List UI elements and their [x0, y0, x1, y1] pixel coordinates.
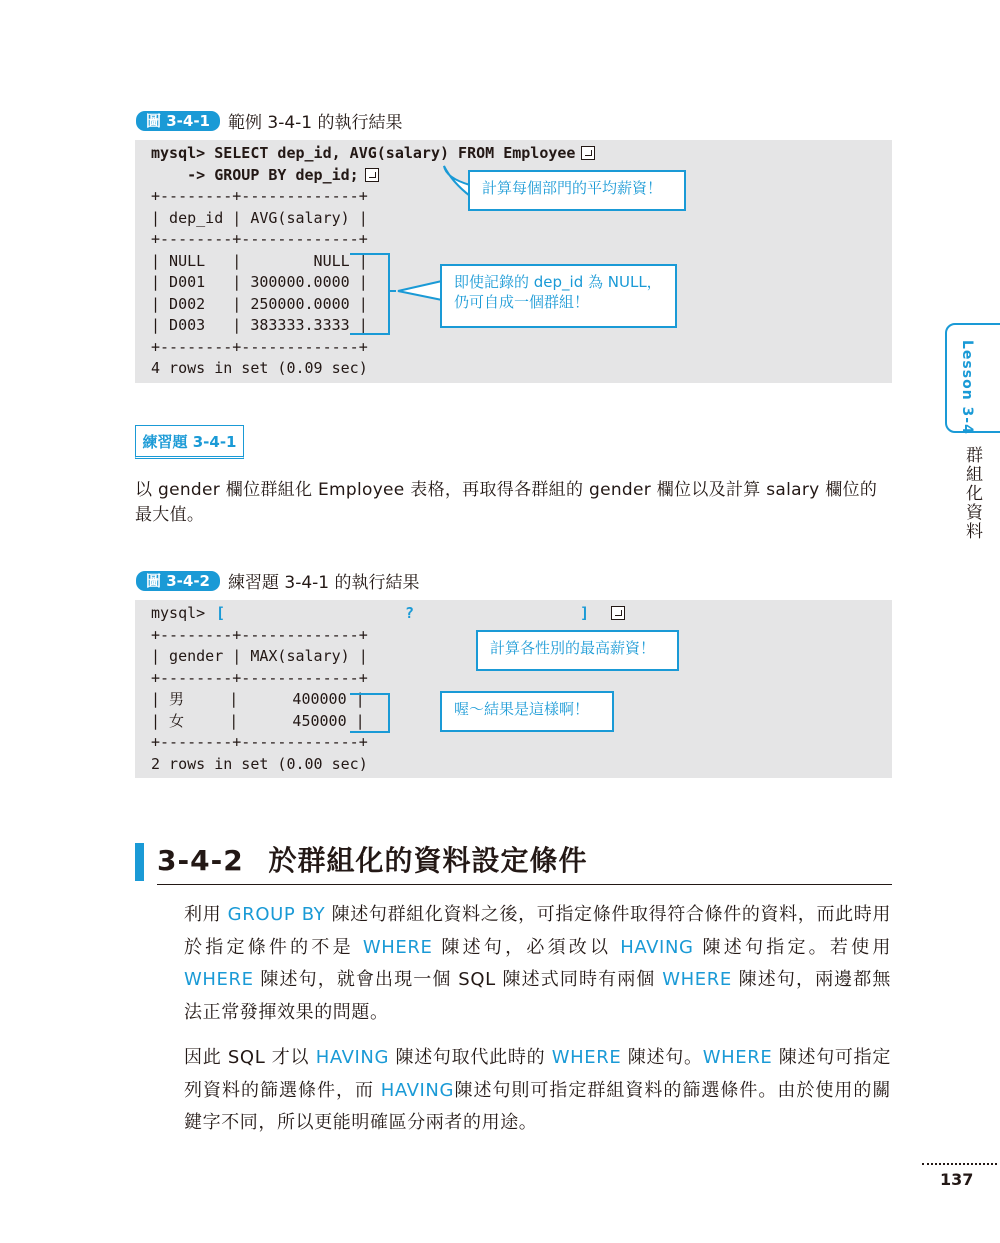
code-line: +--------+-------------+ [151, 338, 368, 356]
figure-caption: 練習題 3-4-1 的執行結果 [228, 573, 420, 593]
figure-badge: 圖 3-4-1 [136, 111, 220, 131]
section-underline [157, 884, 892, 885]
bubble-line: 即使記錄的 dep_id 為 NULL， [454, 273, 662, 291]
blank-mark: ? [405, 604, 415, 622]
blank-close: ] [580, 604, 590, 622]
code-line: | D003 | 383333.3333 | [151, 316, 368, 334]
row-bracket [350, 693, 390, 733]
code-line: -> GROUP BY dep_id; [151, 165, 379, 185]
page-number-rule [922, 1163, 997, 1165]
paragraph-2: 因此 SQL 才以 HAVING 陳述句取代此時的 WHERE 陳述句。WHERE 陳述句可指定列資料的篩選條件，而 HAVING陳述句則可指定群組資料的篩選條件。由於使用的關鍵字不同，所以更能明確區分兩者的用途。 [184, 1047, 891, 1133]
figure-badge: 圖 3-4-2 [136, 571, 220, 591]
exercise-title-box [135, 425, 244, 459]
code-line: 4 rows in set (0.09 sec) [151, 359, 368, 377]
code-line: +--------+-------------+ [151, 669, 368, 687]
callout-bubble [440, 264, 677, 328]
code-line: +--------+-------------+ [151, 230, 368, 248]
code-line: +--------+-------------+ [151, 733, 368, 751]
code-line: +--------+-------------+ [151, 626, 368, 644]
chapter-title: 群組化資料 [962, 446, 982, 541]
code-line: | dep_id | AVG(salary) | [151, 209, 368, 227]
page-number: 137 [940, 1170, 974, 1189]
code-line: | D002 | 250000.0000 | [151, 295, 368, 313]
code-line: | NULL | NULL | [151, 252, 368, 270]
code-line: +--------+-------------+ [151, 187, 368, 205]
paragraph-1: 利用 GROUP BY 陳述句群組化資料之後，可指定條件取得符合條件的資料，而此時用於指定條件的不是 WHERE 陳述句，必須改以 HAVING 陳述句指定。若使用 WHERE 陳述句，就會出現一個 SQL 陳述式同時有兩個 WHERE 陳述句，兩邊都無法正常發揮效果的問題。 [184, 904, 891, 1023]
code-line: mysql> [151, 604, 206, 622]
exercise-text: 以 gender 欄位群組化 Employee 表格，再取得各群組的 gender 欄位以及計算 salary 欄位的最大值。 [135, 480, 878, 525]
callout-bubble: 計算每個部門的平均薪資！ [468, 170, 686, 211]
bubble-line: 仍可自成一個群組！ [454, 293, 590, 311]
section-heading [157, 842, 587, 880]
callout-bubble: 喔～結果是這樣啊！ [440, 691, 614, 732]
code-line: | D001 | 300000.0000 | [151, 273, 368, 291]
section-number: 3-4-2 [157, 844, 244, 877]
lesson-tab-label: Lesson 3-4 [959, 340, 975, 435]
blank-open: [ [216, 604, 226, 622]
callout-bubble: 計算各性別的最高薪資！ [476, 630, 679, 671]
code-block-figure2 [135, 600, 892, 778]
code-line: | 男 | 400000 | [151, 690, 365, 708]
figure-label-3-4-2 [136, 568, 420, 593]
code-line: | 女 | 450000 | [151, 712, 365, 730]
code-line: | gender | MAX(salary) | [151, 647, 368, 665]
code-line: 2 rows in set (0.00 sec) [151, 755, 368, 773]
section-marker [135, 843, 144, 881]
exercise-title: 練習題 3-4-1 [142, 432, 237, 451]
code-line: mysql> SELECT dep_id, AVG(salary) FROM Employee [151, 143, 595, 163]
section-title: 於群組化的資料設定條件 [268, 844, 588, 877]
enter-icon [611, 606, 625, 620]
figure-caption: 範例 3-4-1 的執行結果 [228, 113, 403, 133]
